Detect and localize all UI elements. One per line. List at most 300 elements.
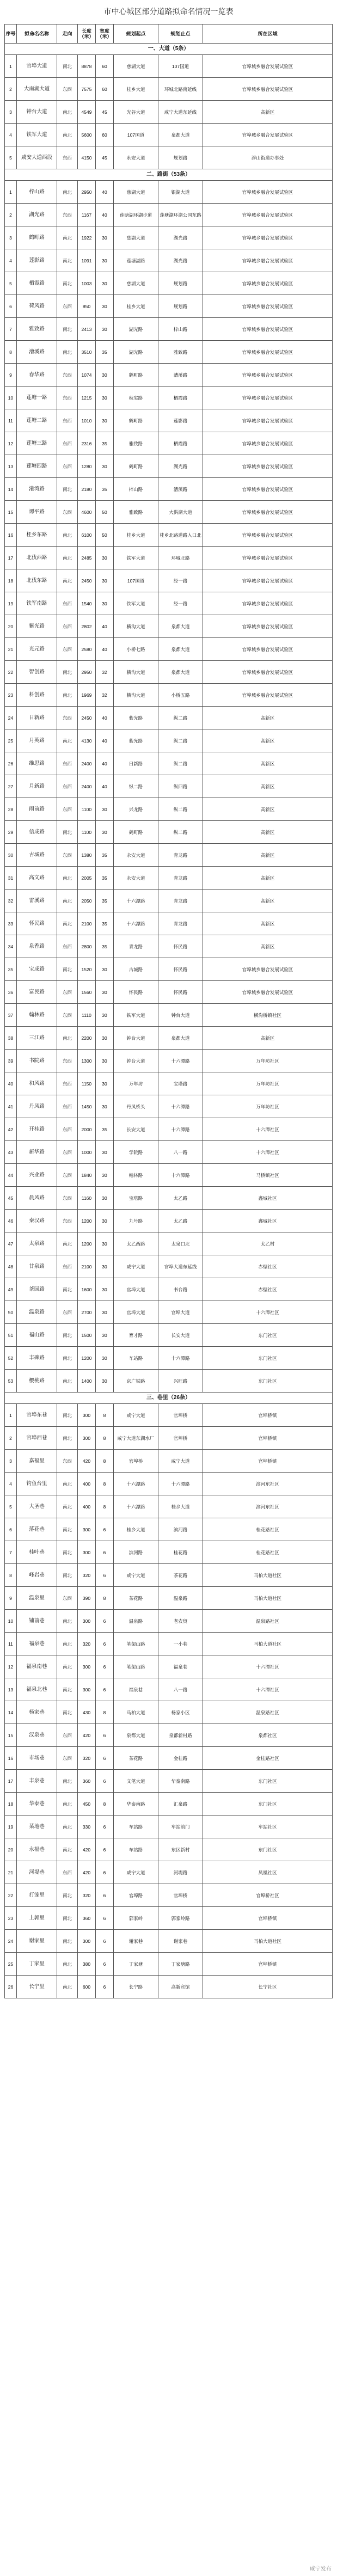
table-cell: 8: [96, 1587, 114, 1610]
table-cell: 翰林路: [114, 1164, 158, 1187]
table-cell: 官埠城乡融合发展试验区: [203, 478, 333, 501]
table-cell: 官埠东巷: [17, 1404, 57, 1427]
table-cell: 11: [5, 409, 17, 432]
table-cell: 温泉路: [114, 1610, 158, 1633]
table-cell: 26: [5, 1976, 17, 1998]
table-row: [5, 341, 333, 364]
table-cell: 南北: [57, 226, 78, 249]
table-cell: 紫光路: [114, 729, 158, 752]
table-row: [5, 1907, 333, 1930]
table-cell: 1400: [78, 1370, 96, 1393]
table-row: [5, 1495, 333, 1518]
table-cell: 850: [78, 295, 96, 318]
table-cell: 官埠城乡融合发展试验区: [203, 981, 333, 1004]
table-cell: 15: [5, 1724, 17, 1747]
table-cell: 21: [5, 638, 17, 661]
table-cell: 300: [78, 1541, 96, 1564]
table-cell: 东西: [57, 1210, 78, 1232]
table-cell: 铁军大道: [114, 592, 158, 615]
table-cell: 30: [96, 1027, 114, 1050]
table-cell: 秋实路: [114, 387, 158, 409]
table-cell: 十六潭社区: [203, 1301, 333, 1324]
table-cell: 南北: [57, 181, 78, 204]
table-cell: 官埠城乡融合发展试验区: [203, 55, 333, 78]
table-cell: 300: [78, 1610, 96, 1633]
table-cell: 古城路: [114, 958, 158, 981]
table-cell: 东西: [57, 798, 78, 821]
table-cell: 24: [5, 707, 17, 729]
table-cell: 泉都社区: [203, 1724, 333, 1747]
table-cell: 漕溪路: [158, 478, 203, 501]
table-row: [5, 524, 333, 547]
table-cell: 40: [96, 775, 114, 798]
table-row: [5, 1027, 333, 1050]
table-cell: 南北: [57, 1838, 78, 1861]
table-cell: 22: [5, 1884, 17, 1907]
table-cell: 雅致路: [17, 318, 57, 341]
table-cell: 官埠城乡融合发展试验区: [203, 181, 333, 204]
table-cell: 高新区: [203, 867, 333, 890]
table-cell: 南北: [57, 1930, 78, 1953]
table-row: [5, 1232, 333, 1255]
table-cell: 鹤町路: [114, 455, 158, 478]
table-row: [5, 1884, 333, 1907]
table-cell: 官埠城乡融合发展试验区: [203, 524, 333, 547]
table-cell: 5: [5, 272, 17, 295]
table-cell: 雅致路: [158, 341, 203, 364]
table-cell: 环城北路: [158, 547, 203, 569]
header-cell: 序号: [5, 24, 17, 44]
table-cell: 2100: [78, 912, 96, 935]
table-cell: 湖光路: [158, 249, 203, 272]
table-cell: 30: [96, 455, 114, 478]
table-cell: 南北: [57, 124, 78, 146]
table-cell: 慈湖大道: [114, 272, 158, 295]
table-cell: 30: [96, 1210, 114, 1232]
table-cell: 30: [96, 981, 114, 1004]
table-cell: 丰泉巷: [17, 1770, 57, 1793]
table-cell: 鑫城社区: [203, 1210, 333, 1232]
table-cell: 35: [5, 958, 17, 981]
table-cell: 谭平路: [17, 501, 57, 524]
table-cell: 汇泉路: [158, 1793, 203, 1816]
table-cell: 8: [96, 1450, 114, 1473]
table-cell: 20: [5, 615, 17, 638]
table-cell: 东西: [57, 935, 78, 958]
table-cell: 东区新村: [158, 1838, 203, 1861]
table-cell: 13: [5, 1678, 17, 1701]
table-cell: 十六潭路: [114, 1495, 158, 1518]
table-row: [5, 181, 333, 204]
table-cell: 4: [5, 1473, 17, 1495]
table-cell: 老农贸: [158, 1610, 203, 1633]
table-cell: 44: [5, 1164, 17, 1187]
table-cell: 官埠桥: [114, 1450, 158, 1473]
table-cell: 1074: [78, 364, 96, 387]
table-row: [5, 1072, 333, 1095]
table-cell: 40: [96, 615, 114, 638]
table-cell: 官埠城乡融合发展试验区: [203, 249, 333, 272]
table-row: [5, 707, 333, 729]
table-cell: 17: [5, 547, 17, 569]
table-cell: 30: [96, 1095, 114, 1118]
table-row: [5, 501, 333, 524]
table-cell: 长安大道: [114, 1118, 158, 1141]
table-cell: 咸宁大道: [158, 1450, 203, 1473]
table-cell: 1300: [78, 1050, 96, 1072]
table-cell: 青龙路: [158, 912, 203, 935]
table-cell: 官埠西巷: [17, 1427, 57, 1450]
table-cell: 桂乡大道: [114, 295, 158, 318]
section-header-row: [5, 44, 333, 55]
table-row: [5, 1004, 333, 1027]
table-cell: 车站路: [114, 1347, 158, 1370]
table-cell: 6: [96, 1564, 114, 1587]
table-cell: 1160: [78, 1187, 96, 1210]
table-cell: 40: [96, 638, 114, 661]
table-cell: 汉泉巷: [17, 1724, 57, 1747]
table-cell: 规划路: [158, 146, 203, 169]
table-row: [5, 981, 333, 1004]
table-cell: 南北: [57, 1324, 78, 1347]
table-row: [5, 124, 333, 146]
table-cell: 420: [78, 1861, 96, 1884]
table-cell: 南北: [57, 1678, 78, 1701]
table-cell: 1091: [78, 249, 96, 272]
table-cell: 高新区: [203, 752, 333, 775]
table-cell: 湖光路: [17, 204, 57, 226]
table-cell: 1200: [78, 1232, 96, 1255]
table-cell: 60: [96, 55, 114, 78]
table-cell: 马柏大道社区: [203, 1587, 333, 1610]
table-cell: 南北: [57, 867, 78, 890]
table-cell: 横沟桥镇社区: [203, 1004, 333, 1027]
table-row: [5, 958, 333, 981]
table-cell: 雨前路: [17, 798, 57, 821]
table-cell: 落花巷: [17, 1518, 57, 1541]
table-cell: 温泉路: [17, 1301, 57, 1324]
table-cell: 华泰巷: [17, 1793, 57, 1816]
table-cell: 峰岩巷: [17, 1564, 57, 1587]
table-row: [5, 1347, 333, 1370]
table-cell: 怀民路: [158, 981, 203, 1004]
table-cell: 25: [5, 729, 17, 752]
table-row: [5, 272, 333, 295]
table-cell: 3: [5, 226, 17, 249]
table-cell: 打笼里: [17, 1884, 57, 1907]
table-cell: 官埠城乡融合发展试验区: [203, 684, 333, 707]
table-cell: 桂乡东路: [17, 524, 57, 547]
table-cell: 8: [96, 1404, 114, 1427]
table-cell: 8: [5, 341, 17, 364]
table-cell: 大圣巷: [17, 1495, 57, 1518]
table-cell: 南北: [57, 1976, 78, 1998]
table-cell: 南北: [57, 1027, 78, 1050]
table-cell: 2450: [78, 707, 96, 729]
table-cell: 南北: [57, 1347, 78, 1370]
table-row: [5, 226, 333, 249]
table-cell: 49: [5, 1278, 17, 1301]
table-cell: 文笔大道: [114, 1770, 158, 1793]
table-cell: 27: [5, 775, 17, 798]
table-cell: 东西: [57, 638, 78, 661]
table-cell: 2100: [78, 1255, 96, 1278]
table-cell: 30: [96, 1050, 114, 1072]
table-cell: 南北: [57, 1232, 78, 1255]
table-cell: 莲塘一路: [17, 387, 57, 409]
table-cell: 鹤町路: [114, 409, 158, 432]
header-cell: 规划起点: [114, 24, 158, 44]
table-cell: 官埠大道: [17, 55, 57, 78]
table-cell: 官埠城乡融合发展试验区: [203, 958, 333, 981]
table-cell: 30: [96, 1164, 114, 1187]
table-row: [5, 1427, 333, 1450]
table-cell: 8: [96, 1473, 114, 1495]
table-cell: 1200: [78, 1347, 96, 1370]
table-cell: 十六潭社区: [203, 1141, 333, 1164]
table-row: [5, 1370, 333, 1393]
table-cell: 永安大道: [114, 844, 158, 867]
table-cell: 1000: [78, 1141, 96, 1164]
table-cell: 30: [96, 1347, 114, 1370]
table-row: [5, 455, 333, 478]
table-cell: 车站路: [114, 1816, 158, 1838]
table-cell: 21: [5, 1861, 17, 1884]
table-cell: 360: [78, 1907, 96, 1930]
table-cell: 上郭里: [17, 1907, 57, 1930]
table-cell: 茶花路: [158, 1564, 203, 1587]
table-cell: 33: [5, 912, 17, 935]
table-cell: 官埠城乡融合发展试验区: [203, 455, 333, 478]
table-cell: 咸宁大道东湖水厂: [114, 1427, 158, 1450]
table-cell: 30: [96, 1255, 114, 1278]
table-cell: 河堤路: [158, 1861, 203, 1884]
table-cell: 纵二路: [158, 752, 203, 775]
table-cell: 鑫城社区: [203, 1187, 333, 1210]
table-cell: 12: [5, 432, 17, 455]
table-cell: 笔架山路: [114, 1633, 158, 1655]
table-cell: 纵二路: [114, 775, 158, 798]
table-cell: 南北: [57, 1770, 78, 1793]
table-cell: 600: [78, 1976, 96, 1998]
table-cell: 东西: [57, 204, 78, 226]
table-cell: 十六潭路: [158, 1118, 203, 1141]
table-cell: 45: [96, 101, 114, 124]
table-cell: 桂乡大道: [114, 1518, 158, 1541]
table-cell: 宝塔路: [158, 1072, 203, 1095]
table-cell: 官埠城乡融合发展试验区: [203, 204, 333, 226]
table-cell: 马柏大道社区: [203, 1564, 333, 1587]
table-cell: 6: [96, 1770, 114, 1793]
table-cell: 东门社区: [203, 1370, 333, 1393]
table-cell: 6: [96, 1907, 114, 1930]
table-cell: 1280: [78, 455, 96, 478]
table-cell: 东西: [57, 455, 78, 478]
table-cell: 1200: [78, 1210, 96, 1232]
table-cell: 3: [5, 101, 17, 124]
table-cell: 35: [96, 844, 114, 867]
table-row: [5, 1541, 333, 1564]
table-cell: 铁军大道: [114, 547, 158, 569]
table-cell: 桂花路: [158, 1541, 203, 1564]
table-cell: 东西: [57, 615, 78, 638]
table-cell: 车站路: [114, 1838, 158, 1861]
table-cell: 十六潭路: [158, 1095, 203, 1118]
table-cell: 杨家巷: [17, 1701, 57, 1724]
table-cell: 320: [78, 1564, 96, 1587]
table-cell: 2050: [78, 890, 96, 912]
table-row: [5, 1473, 333, 1495]
table-cell: 赤壁社区: [203, 1278, 333, 1301]
table-cell: 南北: [57, 1404, 78, 1427]
table-cell: 官埠桥镇: [203, 1450, 333, 1473]
table-cell: 官埠桥: [158, 1427, 203, 1450]
table-cell: 横沟大道: [114, 684, 158, 707]
table-cell: 河堤巷: [17, 1861, 57, 1884]
table-cell: 42: [5, 1118, 17, 1141]
table-cell: 6: [96, 1610, 114, 1633]
table-cell: 高新区: [203, 101, 333, 124]
table-cell: 南北: [57, 1427, 78, 1450]
table-cell: 福山路: [17, 1324, 57, 1347]
header-cell: 拟命名名称: [17, 24, 57, 44]
table-cell: 30: [96, 821, 114, 844]
table-cell: 东西: [57, 146, 78, 169]
table-cell: 东西: [57, 78, 78, 101]
table-cell: 漕溪路: [17, 341, 57, 364]
table-cell: 12: [5, 1655, 17, 1678]
table-cell: 太乙村: [203, 1232, 333, 1255]
table-cell: 湖光路: [114, 318, 158, 341]
table-cell: 古城路: [17, 844, 57, 867]
table-cell: 2200: [78, 1027, 96, 1050]
table-cell: 南北: [57, 661, 78, 684]
page-title: 市中心城区部分道路拟命名情况一览表: [103, 8, 234, 16]
table-cell: 日新路: [114, 752, 158, 775]
table-cell: 漕溪路: [158, 364, 203, 387]
table-cell: 青龙路: [114, 935, 158, 958]
table-cell: 东西: [57, 387, 78, 409]
table-cell: 南北: [57, 1907, 78, 1930]
table-cell: 420: [78, 1724, 96, 1747]
table-cell: 1: [5, 1404, 17, 1427]
table-cell: 300: [78, 1930, 96, 1953]
table-row: [5, 752, 333, 775]
table-cell: 4: [5, 249, 17, 272]
table-cell: 茶园路: [17, 1278, 57, 1301]
table-cell: 马柏大道社区: [203, 1633, 333, 1655]
table-cell: 丁家里: [17, 1953, 57, 1976]
table-cell: 晨风路: [17, 1187, 57, 1210]
table-cell: 38: [5, 1027, 17, 1050]
table-header-row: [5, 24, 333, 44]
table-cell: 茶花路: [114, 1587, 158, 1610]
table-row: [5, 1095, 333, 1118]
table-cell: 1500: [78, 1324, 96, 1347]
table-cell: 滨河路: [158, 1518, 203, 1541]
table-cell: 雅致路: [114, 501, 158, 524]
table-cell: 纵二路: [158, 707, 203, 729]
table-row: [5, 684, 333, 707]
table-cell: 青龙路: [158, 890, 203, 912]
watermark: 咸宁发布: [310, 2566, 332, 2572]
table-cell: 东西: [57, 1724, 78, 1747]
table-cell: 2700: [78, 1301, 96, 1324]
table-cell: 6: [96, 1747, 114, 1770]
table-cell: 30: [96, 409, 114, 432]
table-row: [5, 798, 333, 821]
table-cell: 太乙西路: [114, 1232, 158, 1255]
table-cell: 35: [96, 432, 114, 455]
table-cell: 2950: [78, 661, 96, 684]
table-cell: 十六潭路: [158, 1050, 203, 1072]
table-cell: 纵二路: [158, 821, 203, 844]
table-cell: 永安大道: [114, 867, 158, 890]
table-cell: 桂花路社区: [203, 1518, 333, 1541]
table-cell: 32: [96, 684, 114, 707]
table-cell: 永福巷: [17, 1838, 57, 1861]
table-cell: 35: [96, 1118, 114, 1141]
table-cell: 23: [5, 1907, 17, 1930]
table-cell: 福泉巷: [114, 1678, 158, 1701]
table-cell: 官埠城乡融合发展试验区: [203, 295, 333, 318]
table-cell: 太乙路: [158, 1210, 203, 1232]
table-cell: 45: [96, 146, 114, 169]
table-cell: 6: [96, 1633, 114, 1655]
table-cell: 郭家岭路: [158, 1907, 203, 1930]
table-cell: 高新区: [203, 844, 333, 867]
table-cell: 390: [78, 1587, 96, 1610]
table-cell: 3510: [78, 341, 96, 364]
table-cell: 十六潭路: [158, 1473, 203, 1495]
table-cell: 1100: [78, 821, 96, 844]
table-cell: 53: [5, 1370, 17, 1393]
table-cell: 横沟大道: [114, 615, 158, 638]
table-row: [5, 432, 333, 455]
table-cell: 7: [5, 318, 17, 341]
table-cell: 宝塔路: [114, 1187, 158, 1210]
table-cell: 40: [96, 181, 114, 204]
table-cell: 东西: [57, 775, 78, 798]
section-header-row: [5, 169, 333, 181]
table-cell: 30: [96, 272, 114, 295]
table-cell: 2400: [78, 752, 96, 775]
table-cell: 107国道: [114, 569, 158, 592]
table-cell: 2485: [78, 547, 96, 569]
section-header-row: [5, 1393, 333, 1404]
table-cell: 春华路: [17, 364, 57, 387]
table-cell: 南北: [57, 1518, 78, 1541]
table-cell: 官埠城乡融合发展试验区: [203, 124, 333, 146]
table-cell: 30: [96, 1278, 114, 1301]
section-title: 一、大道（5条）: [5, 44, 333, 55]
table-row: [5, 146, 333, 169]
table-row: [5, 1838, 333, 1861]
table-cell: 桂乡北路道路入口北: [158, 524, 203, 547]
table-cell: 4600: [78, 501, 96, 524]
table-row: [5, 1793, 333, 1816]
table-cell: 雷溪路: [17, 890, 57, 912]
table-cell: 南北: [57, 821, 78, 844]
table-cell: 咸宁大道: [114, 1564, 158, 1587]
table-cell: 马柏大道: [114, 1701, 158, 1724]
table-row: [5, 592, 333, 615]
table-cell: 320: [78, 1747, 96, 1770]
table-cell: 官埠大道: [158, 1301, 203, 1324]
table-cell: 8: [96, 1427, 114, 1450]
table-cell: 南北: [57, 890, 78, 912]
table-cell: 官埠大道: [114, 1301, 158, 1324]
